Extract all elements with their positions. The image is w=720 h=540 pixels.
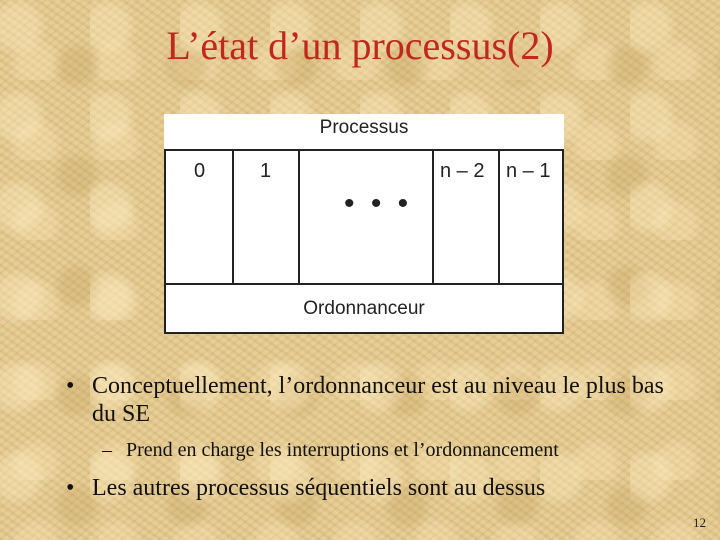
process-cell-1 <box>234 151 300 283</box>
bullet-marker: • <box>66 373 75 399</box>
process-cell-ellipsis <box>300 151 434 283</box>
bullet-marker: • <box>66 475 75 501</box>
process-cell-label: 1 <box>260 160 272 182</box>
slide-title: L’état d’un processus(2) <box>166 23 554 68</box>
process-cell-n-minus-2 <box>434 151 500 283</box>
diagram-header: Processus <box>319 117 409 138</box>
bullet-text: Conceptuellement, l’ordonnanceur est au niveau le plus bas du SE <box>92 373 664 427</box>
process-cell-n-minus-1 <box>500 151 562 283</box>
process-row <box>164 149 564 285</box>
sub-bullet-text: Prend en charge les interruptions et l’ordonnancement <box>126 439 559 461</box>
process-cell-0 <box>166 151 234 283</box>
scheduler-box: Ordonnanceur <box>164 283 564 334</box>
process-cell-label: n – 2 <box>440 160 485 182</box>
bullet-text: Les autres processus séquentiels sont au dessus <box>92 475 546 501</box>
page-number: 12 <box>693 515 706 530</box>
process-cell-label: 0 <box>194 160 206 182</box>
process-cell-label: n – 1 <box>506 160 551 182</box>
process-diagram <box>164 114 564 334</box>
dash-marker: – <box>102 439 112 461</box>
ellipsis-label: • • • <box>344 187 413 220</box>
